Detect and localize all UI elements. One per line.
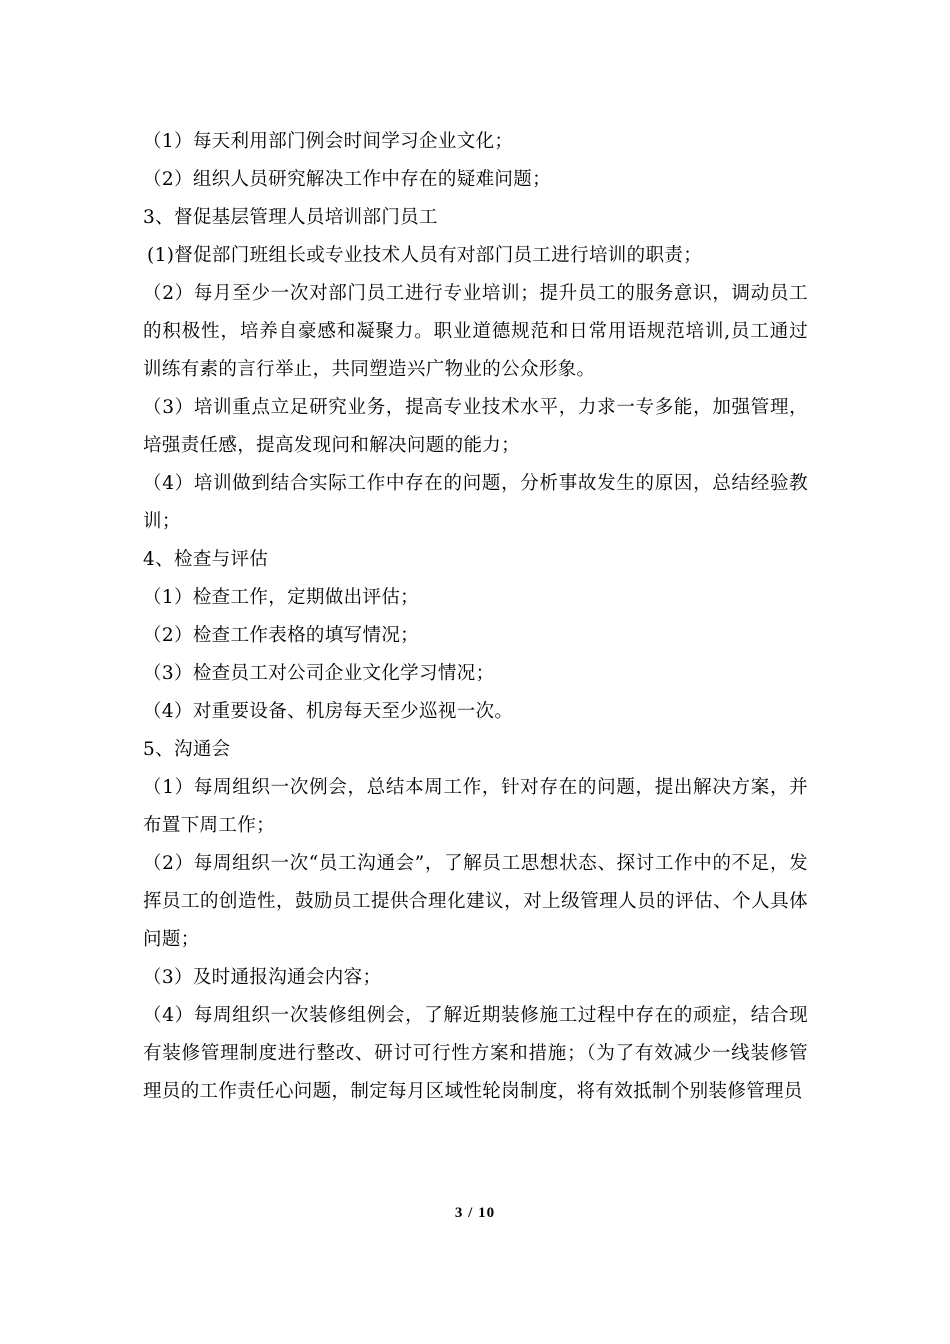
paragraph-1: （1）每天利用部门例会时间学习企业文化； <box>143 131 514 152</box>
paragraph-4-1: （1）检查工作，定期做出评估； <box>143 587 420 608</box>
paragraph-5-3: （3）及时通报沟通会内容； <box>143 967 382 988</box>
paragraph-3-4: （4）培训做到结合实际工作中存在的问题，分析事故发生的原因，总结经验教训； <box>143 473 808 532</box>
page-number: 3 / 10 <box>454 1205 496 1221</box>
paragraph-5-4: （4）每周组织一次装修组例会，了解近期装修施工过程中存在的顽症，结合现有装修管理制度进行整改、研讨可行性方案和措施；（为了有效减少一线装修管理员的工作责任心问题，制定每月区域性轮岗制度，将有效抵制个别装修管理员 <box>143 1005 808 1102</box>
paragraph-3-2: （2）每月至少一次对部门员工进行专业培训；提升员工的服务意识，调动员工的积极性，培养自豪感和凝聚力。职业道德规范和日常用语规范培训,员工通过训练有素的言行举止，共同塑造兴广物业的公众形象。 <box>143 283 808 380</box>
paragraph-4-4: （4）对重要设备、机房每天至少巡视一次。 <box>143 701 514 722</box>
paragraph-3-1: (1)督促部门班组长或专业技术人员有对部门员工进行培训的职责； <box>147 245 703 266</box>
paragraph-3-3: （3）培训重点立足研究业务，提高专业技术水平，力求一专多能，加强管理，培强责任感，提高发现问和解决问题的能力； <box>143 397 808 456</box>
section-heading-5: 5、沟通会 <box>143 739 231 760</box>
document-body <box>143 123 808 1111</box>
section-heading-3: 3、督促基层管理人员培训部门员工 <box>143 207 438 228</box>
paragraph-4-3: （3）检查员工对公司企业文化学习情况； <box>143 663 495 684</box>
paragraph-5-1: （1）每周组织一次例会，总结本周工作，针对存在的问题，提出解决方案，并布置下周工作； <box>143 777 808 836</box>
section-heading-4: 4、检查与评估 <box>143 549 269 570</box>
paragraph-2: （2）组织人员研究解决工作中存在的疑难问题； <box>143 169 551 190</box>
paragraph-4-2: （2）检查工作表格的填写情况； <box>143 625 420 646</box>
paragraph-5-2: （2）每周组织一次“员工沟通会”，了解员工思想状态、探讨工作中的不足，发挥员工的创造性，鼓励员工提供合理化建议，对上级管理人员的评估、个人具体问题； <box>143 853 808 950</box>
